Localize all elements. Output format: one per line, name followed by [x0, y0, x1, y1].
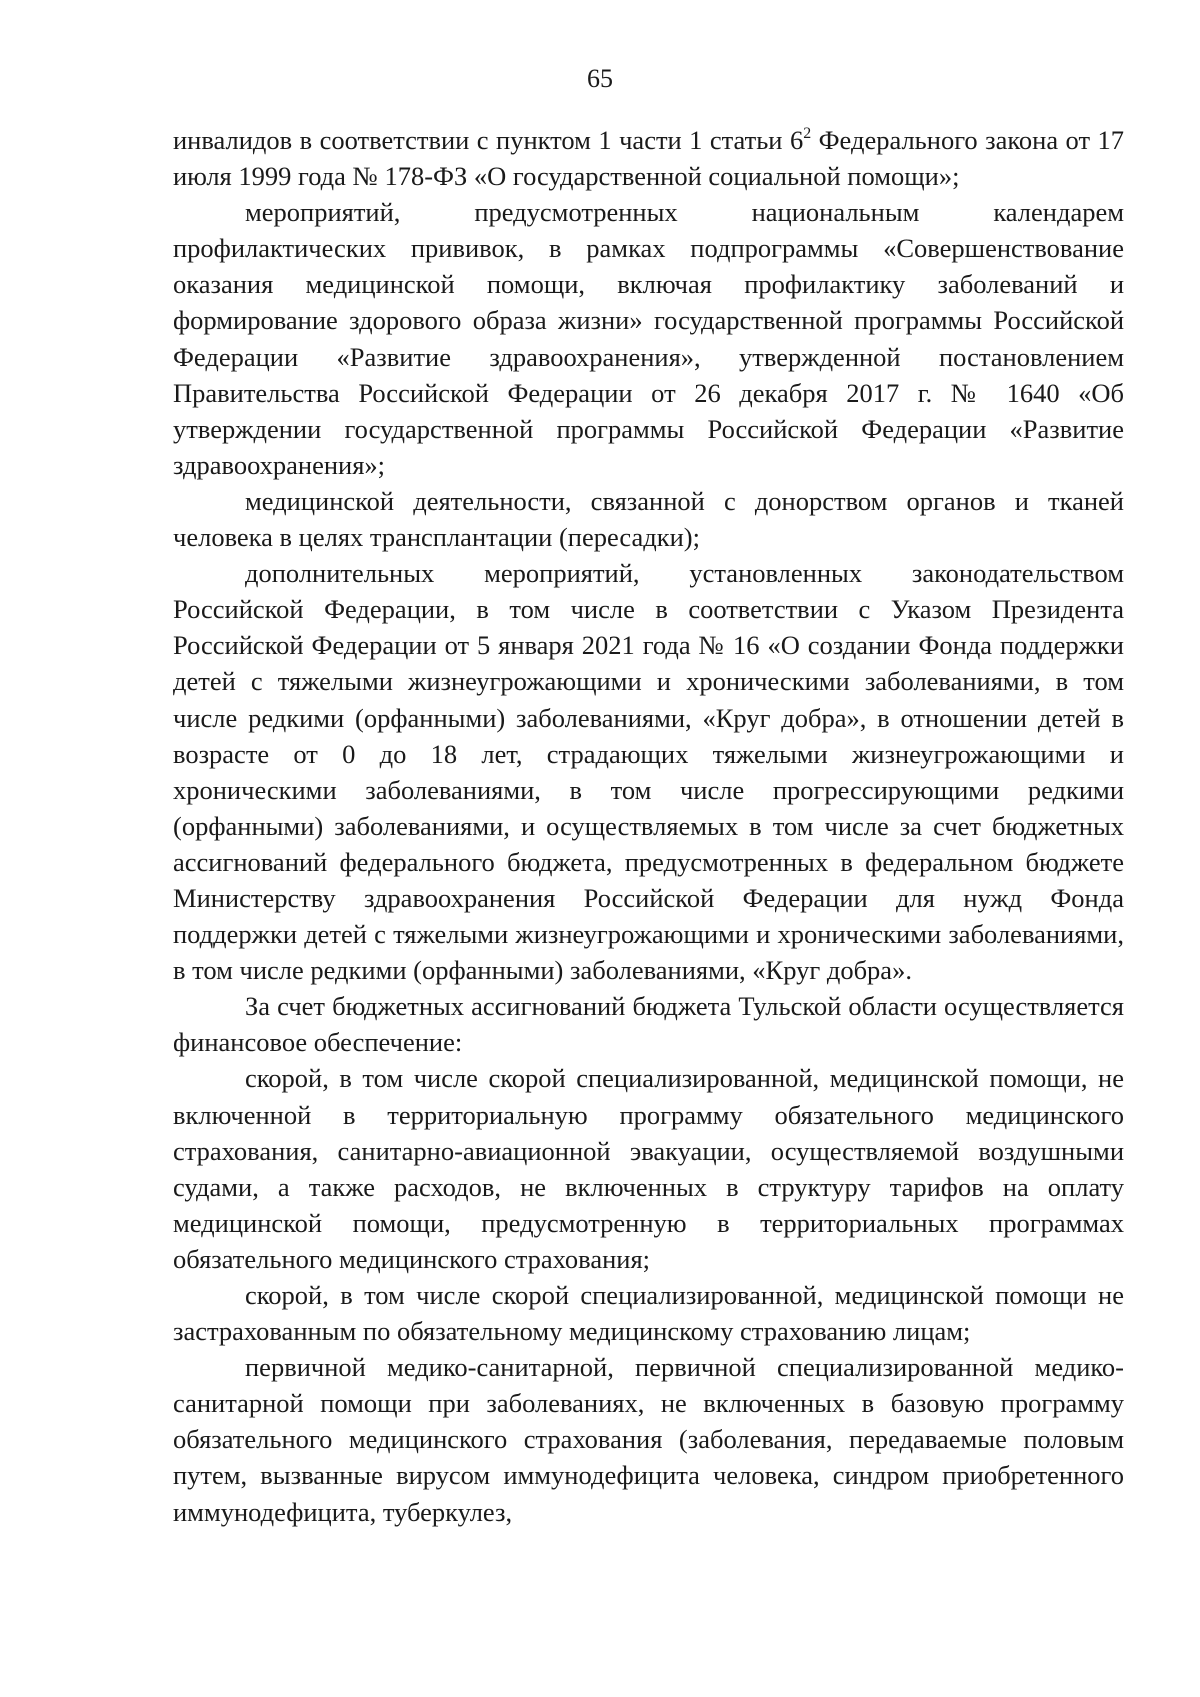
paragraph-5: За счет бюджетных ассигнований бюджета Тульской области осуществляется финансовое обеспечение: [173, 991, 1124, 1058]
document-body [173, 122, 1124, 1530]
paragraph-1 [173, 122, 1124, 194]
paragraph-6: скорой, в том числе скорой специализированной, медицинской помощи, не включенной в территориальную программу обязательного медицинского страхования, санитарно-авиационной эвакуации, осуществляемой воздушными судами, а также расходов, не включенных в структуру тарифов на оплату медицинской помощи, предусмотренную в территориальных программах обязательного медицинского страхования; [173, 1063, 1124, 1274]
paragraph-7: скорой, в том числе скорой специализированной, медицинской помощи не застрахованным по обязательному медицинскому страхованию лицам; [173, 1280, 1124, 1347]
page-number: 65 [587, 64, 613, 93]
paragraph-1-text-continued: Федерального закона от 17 июля 1999 года № 178-ФЗ «О государственной социальной помощи»; [173, 125, 1124, 192]
paragraph-2: мероприятий, предусмотренных национальным календарем профилактических прививок, в рамках подпрограммы «Совершенствование оказания медицинской помощи, включая профилактику заболеваний и формирование здорового образа жизни» государственной программы Российской Федерации «Развитие здравоохранения», утвержденной постановлением Правительства Российской Федерации от 26 декабря 2017 г. № 1640 «Об утверждении государственной программы Российской Федерации «Развитие здравоохранения»; [173, 197, 1124, 480]
paragraph-3: медицинской деятельности, связанной с донорством органов и тканей человека в целях трансплантации (пересадки); [173, 485, 1124, 553]
paragraph-1-text: инвалидов в соответствии с пунктом 1 части 1 статьи 6 [173, 125, 804, 155]
superscript-2: 2 [803, 124, 812, 142]
paragraph-4: дополнительных мероприятий, установленных законодательством Российской Федерации, в том числе в соответствии с Указом Президента Российской Федерации от 5 января 2021 года № 16 «О создании Фонда поддержки детей с тяжелыми жизнеугрожающими и хроническими заболеваниями, в том числе редкими (орфанными) заболеваниями, «Круг добра», в отношении детей в возрасте от 0 до 18 лет, страдающих тяжелыми жизнеугрожающими и хроническими заболеваниями, в том числе прогрессирующими редкими (орфанными) заболеваниями, и осуществляемых в том числе за счет бюджетных ассигнований федерального бюджета, предусмотренных в федеральном бюджете Министерству здравоохранения Российской Федерации для нужд Фонда поддержки детей с тяжелыми жизнеугрожающими и хроническими заболеваниями, в том числе редкими (орфанными) заболеваниями, «Круг добра». [173, 558, 1124, 986]
paragraph-8: первичной медико-санитарной, первичной специализированной медико-санитарной помощи при заболеваниях, не включенных в базовую программу обязательного медицинского страхования (заболевания, передаваемые половым путем, вызванные вирусом иммунодефицита человека, синдром приобретенного иммунодефицита, туберкулез, [173, 1352, 1124, 1527]
